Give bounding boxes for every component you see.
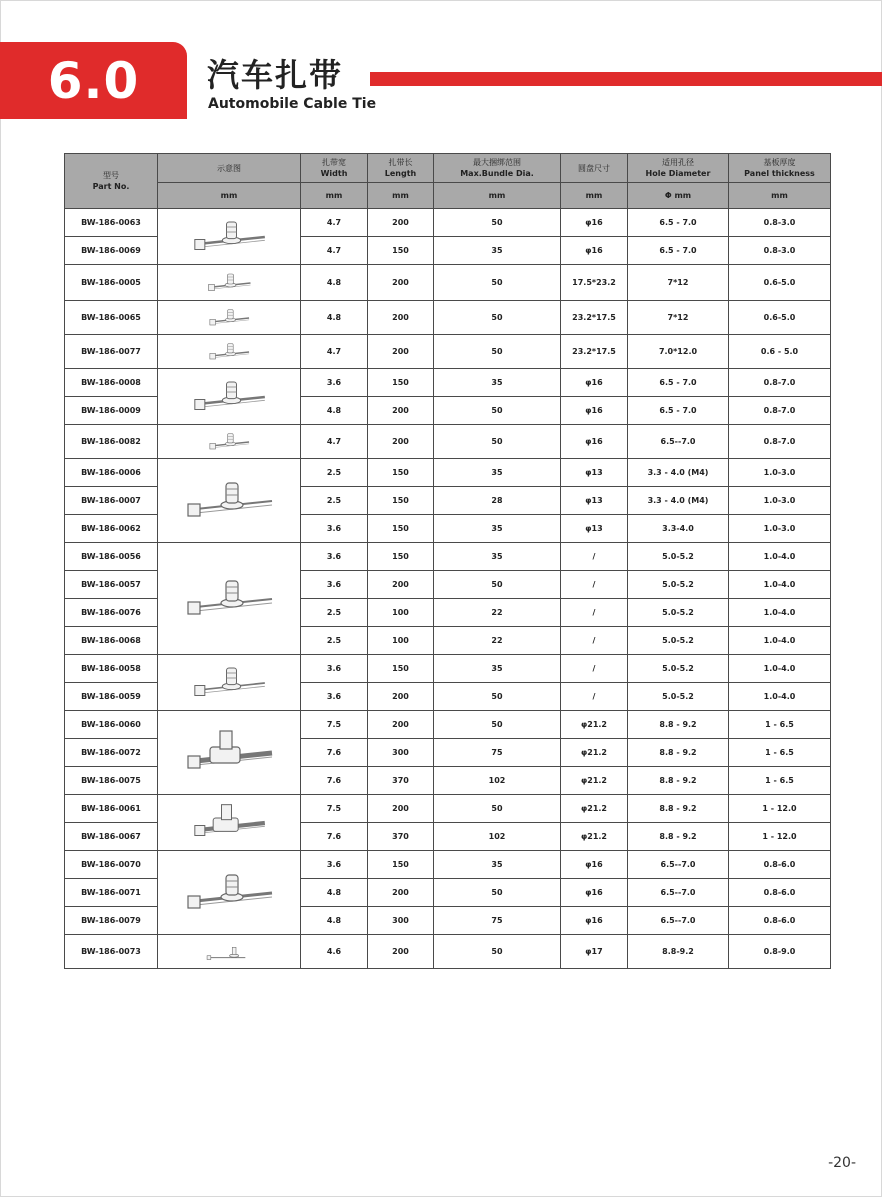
cell-disc: φ21.2 [561,739,628,767]
cell-hole: 6.5 - 7.0 [628,397,729,425]
cell-panel: 0.6 - 5.0 [729,335,831,369]
cell-width: 7.6 [301,739,368,767]
diagram-cell [158,543,301,655]
cell-width: 4.8 [301,301,368,335]
cell-bundle: 35 [434,369,561,397]
cell-panel: 0.8-9.0 [729,935,831,969]
cell-bundle: 50 [434,571,561,599]
cell-part: BW-186-0006 [65,459,158,487]
cell-disc: φ21.2 [561,795,628,823]
cell-panel: 0.8-3.0 [729,237,831,265]
cell-disc: φ16 [561,237,628,265]
cell-panel: 1.0-4.0 [729,543,831,571]
cell-length: 150 [368,459,434,487]
cell-bundle: 50 [434,397,561,425]
cell-panel: 0.8-6.0 [729,851,831,879]
cell-part: BW-186-0079 [65,907,158,935]
cell-bundle: 50 [434,683,561,711]
cell-panel: 1.0-4.0 [729,627,831,655]
cell-width: 4.7 [301,237,368,265]
cell-panel: 0.8-7.0 [729,369,831,397]
cell-disc: / [561,683,628,711]
cable-tie-diagram [174,212,284,262]
diagram-cell [158,265,301,301]
cell-hole: 6.5 - 7.0 [628,209,729,237]
cable-tie-diagram [174,304,284,332]
table-row [65,265,831,301]
cell-width: 3.6 [301,851,368,879]
diagram-cell [158,369,301,425]
cell-part: BW-186-0005 [65,265,158,301]
cell-bundle: 50 [434,265,561,301]
cell-panel: 0.8-7.0 [729,397,831,425]
cell-length: 200 [368,795,434,823]
unit-hole: Φ mm [628,183,729,209]
cell-width: 3.6 [301,683,368,711]
unit-length: mm [368,183,434,209]
cell-panel: 1.0-4.0 [729,683,831,711]
cell-part: BW-186-0082 [65,425,158,459]
cell-width: 2.5 [301,487,368,515]
cell-part: BW-186-0059 [65,683,158,711]
table-unit-row [65,183,831,209]
table-row [65,711,831,739]
cell-disc: φ16 [561,425,628,459]
cell-disc: φ21.2 [561,711,628,739]
unit-width: mm [301,183,368,209]
cell-panel: 0.8-7.0 [729,425,831,459]
cell-hole: 8.8-9.2 [628,935,729,969]
cell-length: 200 [368,397,434,425]
cell-bundle: 35 [434,237,561,265]
diagram-cell [158,335,301,369]
header-length: 扎带长 Length [368,154,434,183]
cell-bundle: 50 [434,711,561,739]
table-row [65,795,831,823]
cell-hole: 6.5 - 7.0 [628,369,729,397]
cell-part: BW-186-0058 [65,655,158,683]
cell-length: 100 [368,599,434,627]
cell-bundle: 75 [434,907,561,935]
cell-width: 4.7 [301,425,368,459]
cell-bundle: 22 [434,599,561,627]
cell-hole: 7*12 [628,265,729,301]
cell-bundle: 22 [434,627,561,655]
diagram-cell [158,655,301,711]
cell-length: 150 [368,515,434,543]
table-row [65,543,831,571]
cell-hole: 8.8 - 9.2 [628,739,729,767]
cell-length: 370 [368,823,434,851]
cell-width: 3.6 [301,369,368,397]
cell-width: 4.7 [301,209,368,237]
cell-part: BW-186-0067 [65,823,158,851]
cell-part: BW-186-0061 [65,795,158,823]
cell-panel: 1 - 6.5 [729,711,831,739]
cell-part: BW-186-0062 [65,515,158,543]
cable-tie-diagram [174,471,284,531]
table-row [65,425,831,459]
cell-width: 4.7 [301,335,368,369]
cell-hole: 3.3 - 4.0 (M4) [628,487,729,515]
cell-disc: / [561,655,628,683]
unit-bundle: mm [434,183,561,209]
cell-hole: 5.0-5.2 [628,655,729,683]
page-number: -20- [828,1155,856,1171]
cell-length: 200 [368,335,434,369]
cell-bundle: 50 [434,879,561,907]
cell-part: BW-186-0069 [65,237,158,265]
cable-tie-diagram [174,268,284,298]
cell-length: 200 [368,683,434,711]
cable-tie-diagram [174,723,284,783]
cell-part: BW-186-0076 [65,599,158,627]
cell-bundle: 50 [434,795,561,823]
cell-bundle: 50 [434,935,561,969]
cell-bundle: 50 [434,301,561,335]
cell-panel: 0.8-6.0 [729,879,831,907]
cell-length: 150 [368,369,434,397]
cell-bundle: 50 [434,425,561,459]
cell-hole: 8.8 - 9.2 [628,767,729,795]
cell-part: BW-186-0075 [65,767,158,795]
cell-length: 150 [368,543,434,571]
cell-width: 4.8 [301,907,368,935]
diagram-cell [158,425,301,459]
cable-tie-diagram [174,569,284,629]
header-disc: 圆盘尺寸 [561,154,628,183]
cell-length: 200 [368,571,434,599]
table-row [65,459,831,487]
cell-disc: φ13 [561,487,628,515]
cell-panel: 1 - 12.0 [729,823,831,851]
table-row [65,209,831,237]
cell-length: 370 [368,767,434,795]
cell-disc: / [561,571,628,599]
cell-hole: 5.0-5.2 [628,571,729,599]
cell-part: BW-186-0009 [65,397,158,425]
cell-width: 3.6 [301,515,368,543]
cell-disc: φ16 [561,369,628,397]
cell-hole: 7.0*12.0 [628,335,729,369]
cell-disc: 23.2*17.5 [561,335,628,369]
cell-part: BW-186-0063 [65,209,158,237]
cell-disc: φ13 [561,515,628,543]
cell-bundle: 102 [434,767,561,795]
cell-length: 200 [368,301,434,335]
cell-width: 3.6 [301,571,368,599]
cell-disc: / [561,627,628,655]
cell-hole: 8.8 - 9.2 [628,823,729,851]
diagram-cell [158,301,301,335]
cell-bundle: 102 [434,823,561,851]
cable-tie-diagram [174,938,284,966]
cell-length: 150 [368,237,434,265]
table-header-row [65,154,831,183]
diagram-cell [158,795,301,851]
cell-panel: 1.0-3.0 [729,487,831,515]
cell-length: 200 [368,265,434,301]
cell-part: BW-186-0068 [65,627,158,655]
cell-hole: 6.5--7.0 [628,879,729,907]
cell-panel: 1.0-3.0 [729,515,831,543]
cell-width: 7.6 [301,767,368,795]
table-row [65,301,831,335]
cell-part: BW-186-0056 [65,543,158,571]
cell-length: 200 [368,209,434,237]
cell-disc: φ16 [561,879,628,907]
cell-hole: 6.5--7.0 [628,851,729,879]
table-row [65,935,831,969]
cell-width: 3.6 [301,543,368,571]
cell-panel: 1.0-4.0 [729,571,831,599]
cell-hole: 5.0-5.2 [628,683,729,711]
cell-hole: 3.3 - 4.0 (M4) [628,459,729,487]
cell-disc: φ21.2 [561,767,628,795]
header-hole: 适用孔径 Hole Diameter [628,154,729,183]
header-bundle: 最大捆绑范围 Max.Bundle Dia. [434,154,561,183]
cell-hole: 3.3-4.0 [628,515,729,543]
cell-hole: 5.0-5.2 [628,599,729,627]
cable-tie-diagram [174,658,284,708]
table-row [65,369,831,397]
cell-part: BW-186-0077 [65,335,158,369]
cell-part: BW-186-0057 [65,571,158,599]
cell-disc: φ13 [561,459,628,487]
cell-panel: 1.0-3.0 [729,459,831,487]
cell-length: 150 [368,487,434,515]
cell-bundle: 35 [434,515,561,543]
cell-width: 2.5 [301,459,368,487]
section-title-en: Automobile Cable Tie [208,96,377,112]
diagram-cell [158,851,301,935]
cable-tie-diagram [174,798,284,848]
diagram-cell [158,711,301,795]
cell-hole: 8.8 - 9.2 [628,711,729,739]
cell-part: BW-186-0071 [65,879,158,907]
unit-diagram: mm [158,183,301,209]
cell-part: BW-186-0060 [65,711,158,739]
title-accent-bar [370,72,882,86]
cell-part: BW-186-0072 [65,739,158,767]
table-row [65,655,831,683]
spec-table [64,153,831,969]
cell-width: 7.6 [301,823,368,851]
cell-length: 150 [368,851,434,879]
cell-hole: 6.5--7.0 [628,425,729,459]
cell-disc: φ17 [561,935,628,969]
header-part-no: 型号 Part No. [65,154,158,209]
cell-panel: 1 - 12.0 [729,795,831,823]
cell-panel: 1.0-4.0 [729,655,831,683]
cell-panel: 1.0-4.0 [729,599,831,627]
cell-hole: 7*12 [628,301,729,335]
cell-bundle: 28 [434,487,561,515]
cell-width: 2.5 [301,599,368,627]
cable-tie-diagram [174,338,284,366]
cell-disc: / [561,599,628,627]
section-number: 6.0 [47,51,140,110]
cable-tie-diagram [174,863,284,923]
cell-disc: φ16 [561,397,628,425]
diagram-cell [158,935,301,969]
unit-panel: mm [729,183,831,209]
cell-hole: 8.8 - 9.2 [628,795,729,823]
cell-panel: 0.8-3.0 [729,209,831,237]
cell-bundle: 35 [434,851,561,879]
cell-disc: φ16 [561,209,628,237]
header-diagram: 示意图 [158,154,301,183]
cell-panel: 1 - 6.5 [729,767,831,795]
cell-length: 300 [368,739,434,767]
cell-width: 4.8 [301,879,368,907]
cell-bundle: 35 [434,459,561,487]
cell-width: 3.6 [301,655,368,683]
cell-hole: 6.5--7.0 [628,907,729,935]
cell-disc: φ16 [561,907,628,935]
cell-part: BW-186-0007 [65,487,158,515]
cell-part: BW-186-0008 [65,369,158,397]
cell-length: 200 [368,879,434,907]
cell-panel: 0.6-5.0 [729,301,831,335]
table-row [65,851,831,879]
header-width: 扎带宽 Width [301,154,368,183]
cell-part: BW-186-0070 [65,851,158,879]
cell-bundle: 50 [434,209,561,237]
cell-disc: / [561,543,628,571]
cell-hole: 6.5 - 7.0 [628,237,729,265]
section-title-cn: 汽车扎带 [207,56,344,94]
cell-length: 300 [368,907,434,935]
cable-tie-diagram [174,428,284,456]
cell-part: BW-186-0073 [65,935,158,969]
cell-disc: φ21.2 [561,823,628,851]
cell-disc: φ16 [561,851,628,879]
cell-width: 4.8 [301,265,368,301]
diagram-cell [158,459,301,543]
section-badge [0,42,187,119]
cell-width: 7.5 [301,711,368,739]
cell-length: 150 [368,655,434,683]
cable-tie-diagram [174,372,284,422]
cell-panel: 0.6-5.0 [729,265,831,301]
cell-length: 100 [368,627,434,655]
cell-width: 4.8 [301,397,368,425]
cell-disc: 17.5*23.2 [561,265,628,301]
cell-length: 200 [368,935,434,969]
diagram-cell [158,209,301,265]
cell-hole: 5.0-5.2 [628,543,729,571]
table-row [65,335,831,369]
header-panel: 基板厚度 Panel thickness [729,154,831,183]
cell-bundle: 35 [434,543,561,571]
cell-bundle: 35 [434,655,561,683]
cell-width: 4.6 [301,935,368,969]
cell-bundle: 75 [434,739,561,767]
cell-disc: 23.2*17.5 [561,301,628,335]
table-body [65,209,831,969]
cell-length: 200 [368,425,434,459]
cell-width: 2.5 [301,627,368,655]
cell-panel: 0.8-6.0 [729,907,831,935]
cell-panel: 1 - 6.5 [729,739,831,767]
cell-bundle: 50 [434,335,561,369]
cell-width: 7.5 [301,795,368,823]
unit-disc: mm [561,183,628,209]
cell-part: BW-186-0065 [65,301,158,335]
cell-hole: 5.0-5.2 [628,627,729,655]
cell-length: 200 [368,711,434,739]
